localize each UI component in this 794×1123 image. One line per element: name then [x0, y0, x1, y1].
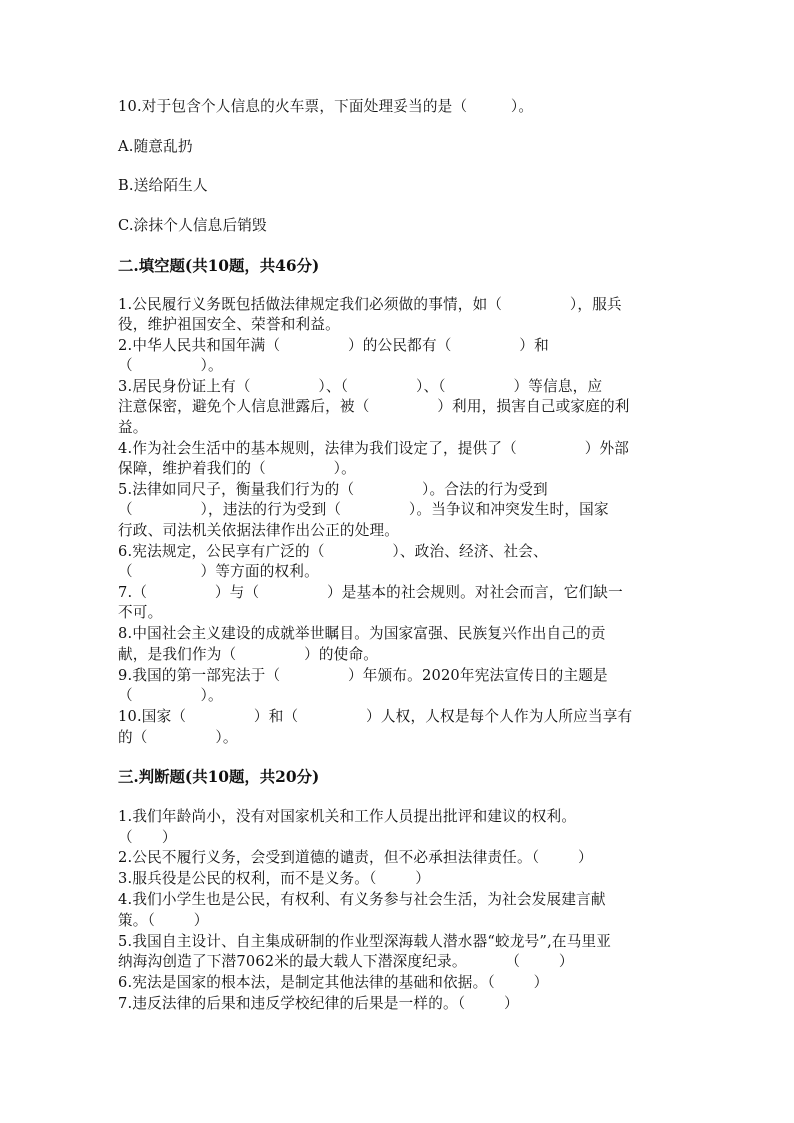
fill-line: （ ）等方面的权利。 — [118, 563, 319, 580]
fill-line: 2.中华人民共和国年满（ ）的公民都有（ ）和 — [118, 337, 549, 354]
fill-line: 行政、司法机关依据法律作出公正的处理。 — [118, 522, 400, 539]
fill-line: （ ），违法的行为受到（ ）。当争议和冲突发生时，国家 — [118, 501, 609, 518]
judge-line: 6.宪法是国家的根本法，是制定其他法律的基础和依据。（ ） — [118, 974, 549, 991]
section-heading-fill-in: 二.填空题(共10题，共46分) — [118, 257, 320, 275]
section-heading-true-false: 三.判断题(共10题，共20分) — [118, 768, 320, 786]
judge-line: 7.违反法律的后果和违反学校纪律的后果是一样的。（ ） — [118, 995, 519, 1012]
fill-line: 5.法律如同尺子，衡量我们行为的（ ）。合法的行为受到 — [118, 481, 548, 498]
option-c: C.涂抹个人信息后销毁 — [118, 217, 267, 234]
option-b: B.送给陌生人 — [118, 177, 208, 194]
judge-line: （ ） — [118, 829, 177, 846]
fill-line: 1.公民履行义务既包括做法律规定我们必须做的事情，如（ ），服兵 — [118, 296, 622, 313]
judge-line: 4.我们小学生也是公民，有权利、有义务参与社会生活，为社会发展建言献 — [118, 891, 606, 908]
question-10-stem: 10.对于包含个人信息的火车票，下面处理妥当的是（ ）。 — [118, 98, 534, 115]
fill-line: 10.国家（ ）和（ ）人权，人权是每个人作为人所应当享有 — [118, 708, 633, 725]
judge-line: 2.公民不履行义务，会受到道德的谴责，但不必承担法律责任。（ ） — [118, 849, 593, 866]
judge-line: 纳海沟创造了下潜7062米的最大载人下潜深度纪录。 （ ） — [118, 953, 574, 970]
fill-line: 3.居民身份证上有（ ）、（ ）、（ ）等信息，应 — [118, 378, 603, 395]
fill-line: 4.作为社会生活中的基本规则，法律为我们设定了，提供了（ ）外部 — [118, 440, 630, 457]
judge-line: 3.服兵役是公民的权利，而不是义务。（ ） — [118, 870, 431, 887]
judge-line: 5.我国自主设计、自主集成研制的作业型深海载人潜水器“蛟龙号”,在马里亚 — [118, 933, 612, 950]
fill-line: 9.我国的第一部宪法于（ ）年颁布。2020年宪法宣传日的主题是 — [118, 667, 608, 684]
judge-line: 1.我们年龄尚小，没有对国家机关和工作人员提出批评和建议的权利。 — [118, 808, 577, 825]
fill-line: 益。 — [118, 419, 148, 436]
fill-line: 7.（ ）与（ ）是基本的社会规则。对社会而言，它们缺一 — [118, 584, 623, 601]
option-a: A.随意乱扔 — [118, 138, 193, 155]
fill-line: 6.宪法规定，公民享有广泛的（ ）、政治、经济、社会、 — [118, 543, 548, 560]
fill-line: 献，是我们作为（ ）的使命。 — [118, 646, 379, 663]
fill-line: （ ）。 — [118, 357, 223, 374]
fill-line: 的（ ）。 — [118, 729, 238, 746]
fill-line: 8.中国社会主义建设的成就举世瞩目。为国家富强、民族复兴作出自己的贡 — [118, 625, 606, 642]
fill-line: 注意保密，避免个人信息泄露后，被（ ）利用，损害自己或家庭的利 — [118, 398, 630, 415]
judge-line: 策。（ ） — [118, 912, 209, 929]
fill-line: （ ）。 — [118, 687, 223, 704]
fill-line: 役，维护祖国安全、荣誉和利益。 — [118, 316, 340, 333]
fill-line: 不可。 — [118, 604, 163, 621]
fill-line: 保障，维护着我们的（ ）。 — [118, 460, 356, 477]
